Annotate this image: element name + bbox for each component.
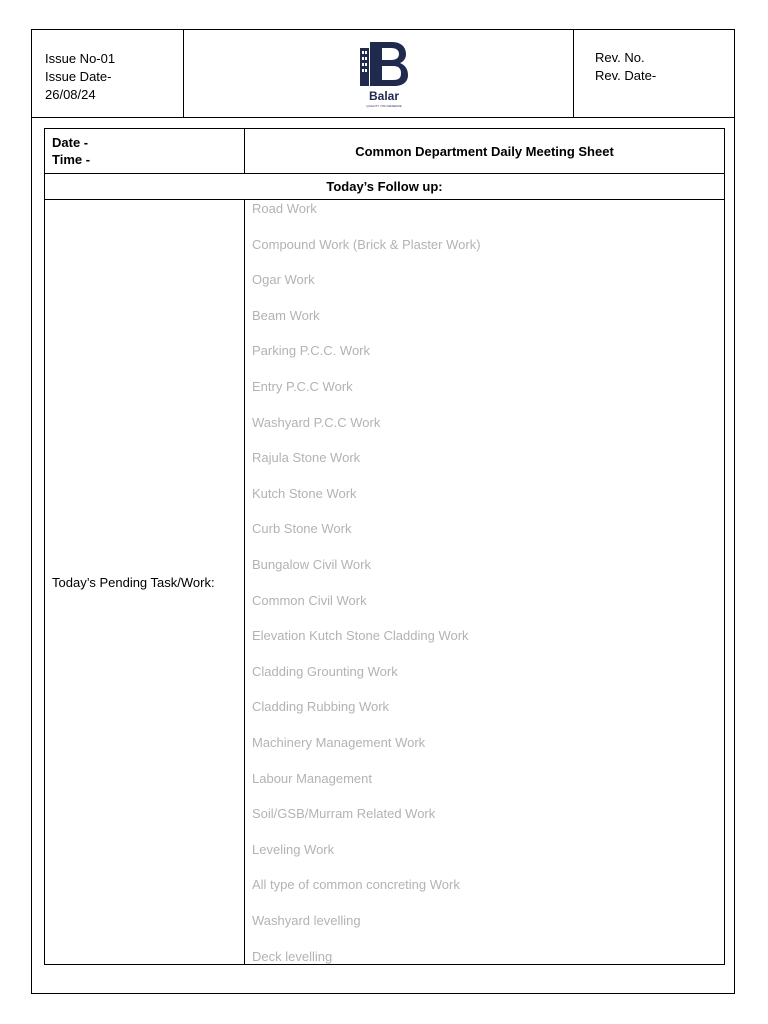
sheet-title: Common Department Daily Meeting Sheet <box>355 143 614 159</box>
task-item: Parking P.C.C. Work <box>252 343 371 359</box>
pending-label-cell <box>45 200 245 964</box>
task-item: Curb Stone Work <box>252 521 352 537</box>
issue-number: Issue No-01 <box>45 51 116 66</box>
pending-label: Today’s Pending Task/Work: <box>52 574 215 590</box>
logo-cell <box>184 30 574 117</box>
logo-tagline: QUALITY YOU DESERVE <box>366 104 402 108</box>
task-item: Machinery Management Work <box>252 735 426 750</box>
task-item: Compound Work (Brick & Plaster Work) <box>252 236 481 252</box>
document-page <box>31 29 735 994</box>
revision-info-cell <box>574 30 734 117</box>
followup-heading: Today’s Follow up: <box>45 174 724 200</box>
logo-name: Balar <box>368 89 400 103</box>
issue-info-cell <box>32 30 184 117</box>
date-time-cell <box>45 129 245 173</box>
task-item: Beam Work <box>252 307 320 323</box>
issue-date: 26/08/24 <box>45 87 96 102</box>
task-item: Washyard P.C.C Work <box>252 414 381 430</box>
task-item: Ogar Work <box>252 272 315 288</box>
task-item: Kutch Stone Work <box>252 485 357 501</box>
rev-date: Rev. Date- <box>595 68 657 83</box>
issue-date-label: Issue Date- <box>45 69 112 84</box>
task-item: Road Work <box>252 201 317 216</box>
task-item: Labour Management <box>252 770 372 786</box>
task-list <box>252 200 722 964</box>
time-label: Time - <box>52 152 91 167</box>
task-item: Rajula Stone Work <box>252 450 361 466</box>
task-item: Entry P.C.C Work <box>252 379 353 394</box>
task-item: Common Civil Work <box>252 592 367 608</box>
task-item: Leveling Work <box>252 841 335 857</box>
task-item: Elevation Kutch Stone Cladding Work <box>252 628 469 644</box>
meeting-sheet-table <box>44 128 725 965</box>
task-item: Soil/GSB/Murram Related Work <box>252 806 436 822</box>
balar-logo <box>356 38 412 110</box>
document-header <box>32 30 734 118</box>
pending-task-row <box>45 200 724 964</box>
task-item: Deck levelling <box>252 948 333 964</box>
task-item: Bungalow Civil Work <box>252 557 371 572</box>
rev-number: Rev. No. <box>595 50 645 65</box>
sheet-title-row <box>45 129 724 174</box>
task-item: Cladding Rubbing Work <box>252 699 390 715</box>
task-item: Cladding Grounting Work <box>252 663 398 679</box>
task-item: All type of common concreting Work <box>252 877 460 893</box>
task-item: Washyard levelling <box>252 913 361 928</box>
date-label: Date - <box>52 135 89 150</box>
